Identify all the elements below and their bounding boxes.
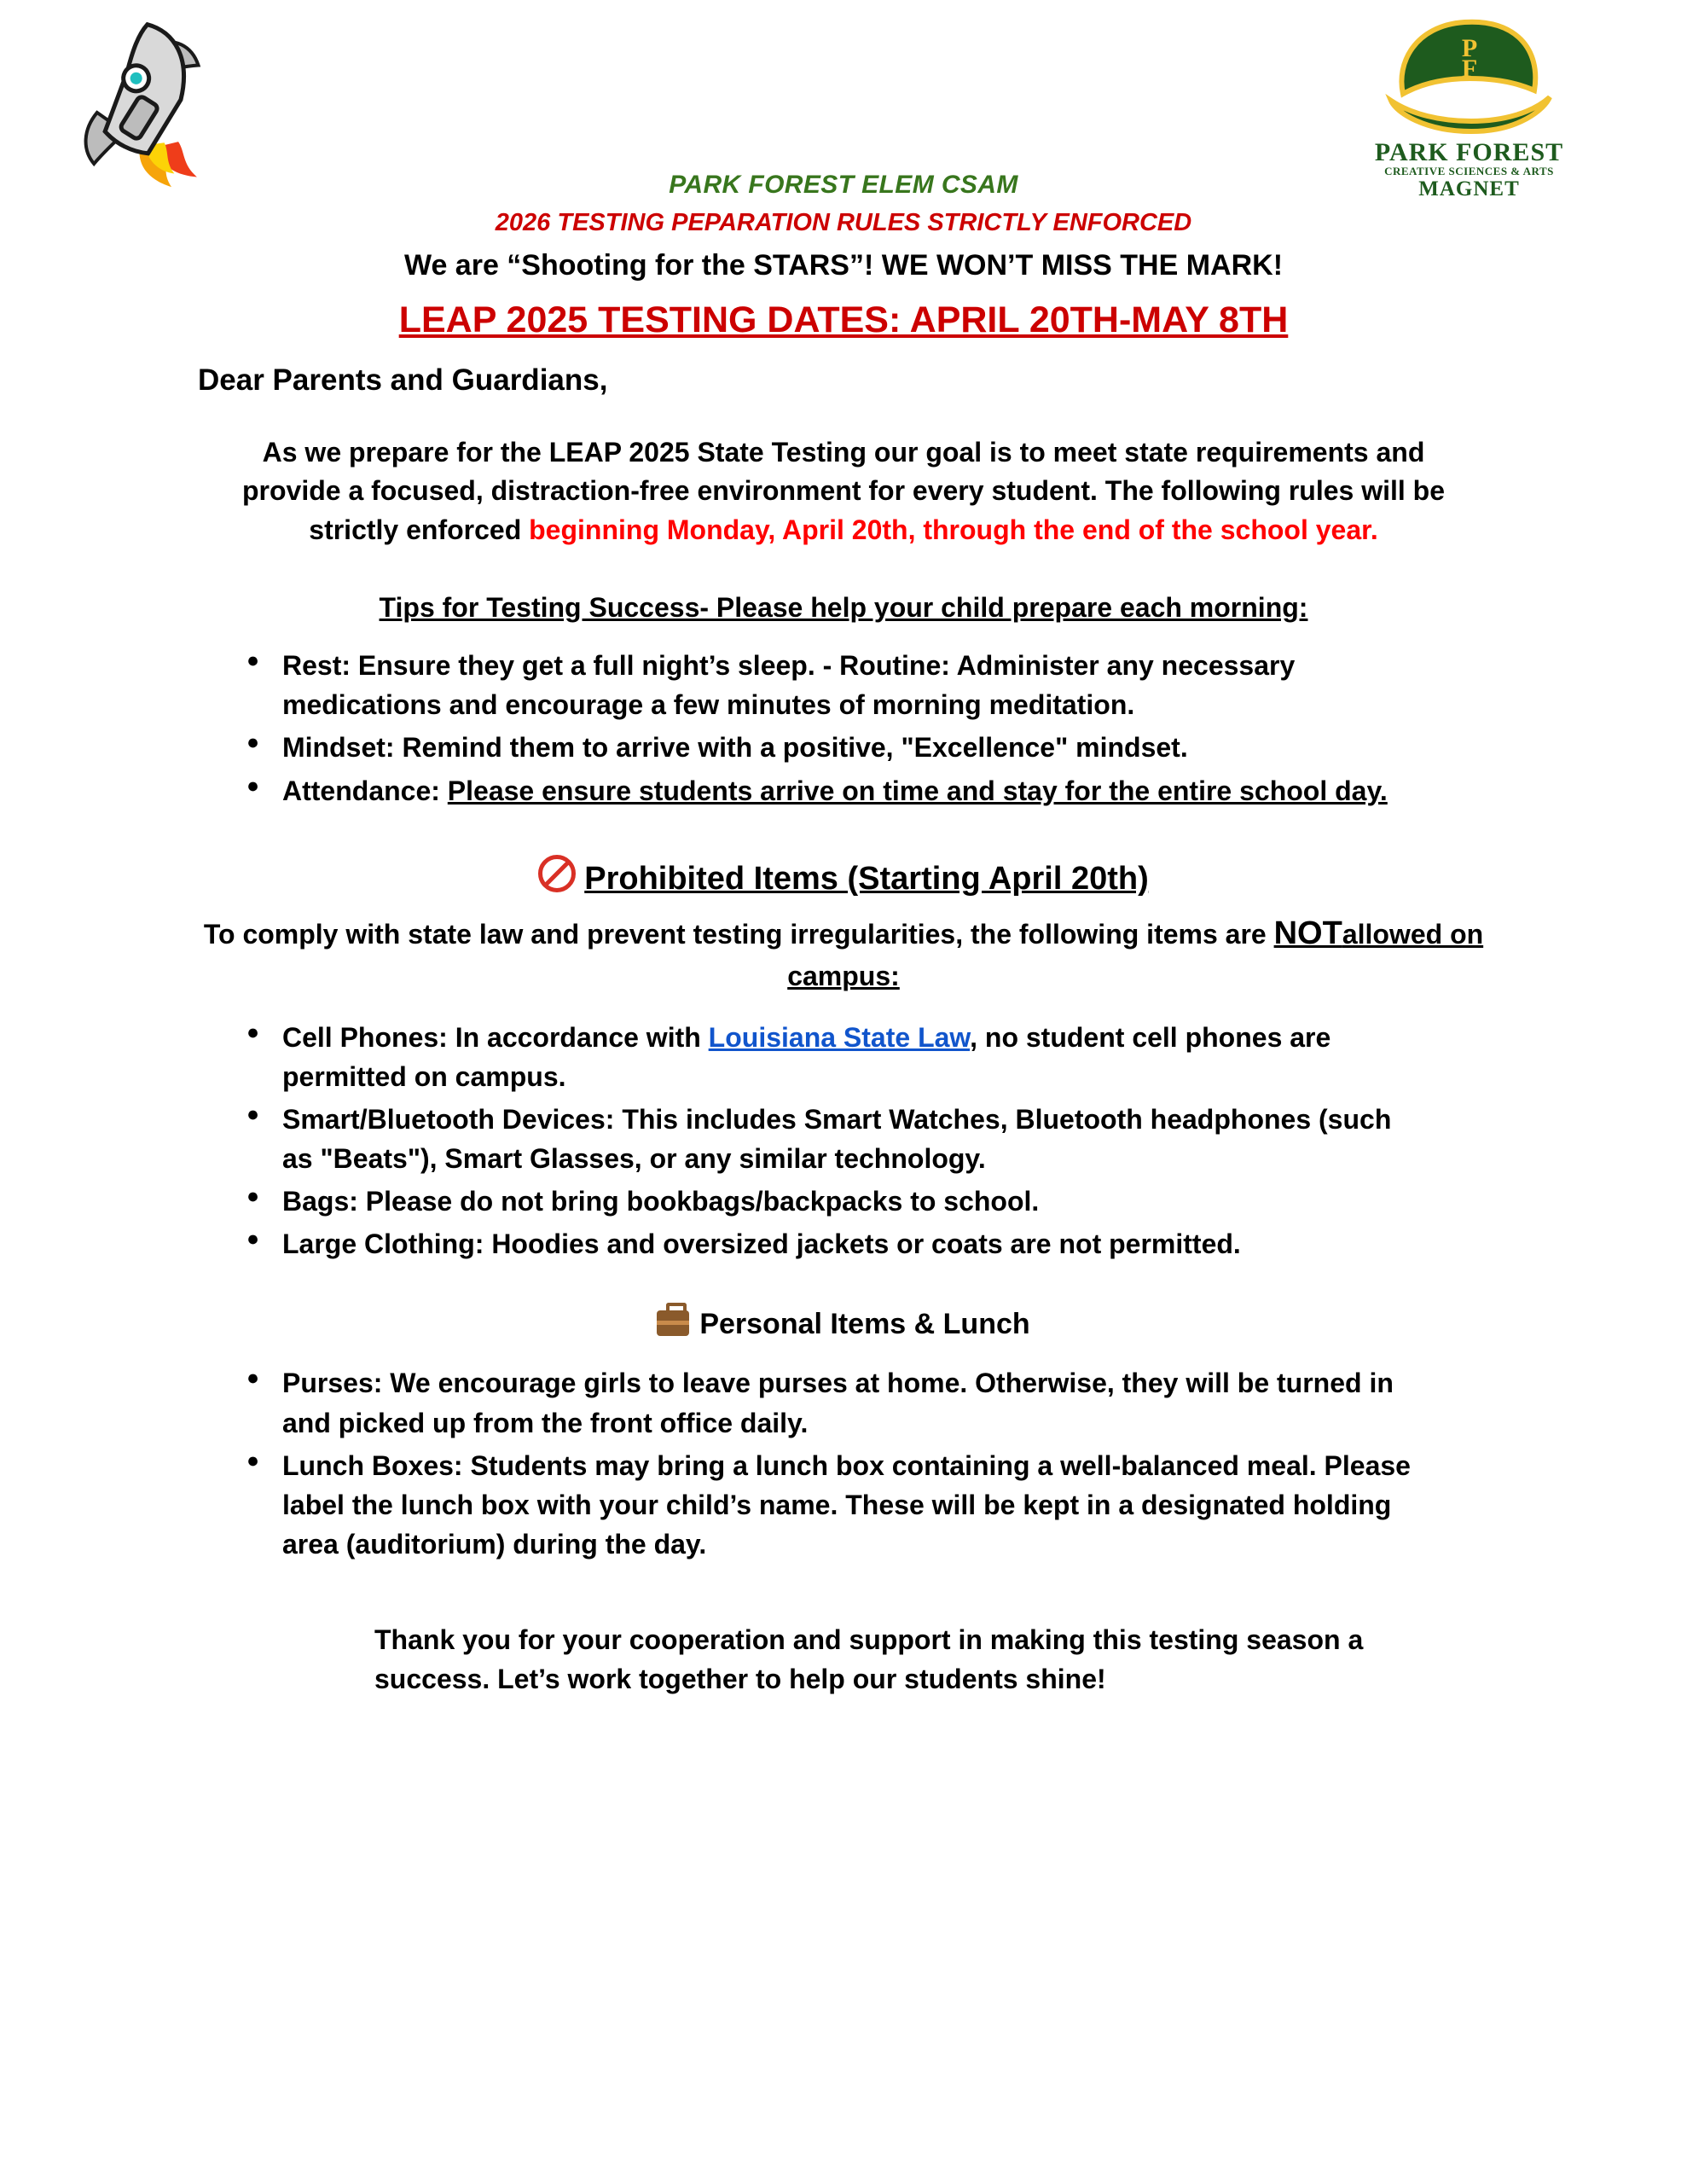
list-item bbox=[235, 1182, 1424, 1221]
list-item bbox=[235, 646, 1424, 724]
list-item bbox=[235, 728, 1424, 767]
school-name: PARK FOREST ELEM CSAM bbox=[669, 171, 1018, 199]
louisiana-state-law-link[interactable]: Louisiana State Law bbox=[708, 1022, 971, 1054]
testing-dates: LEAP 2025 TESTING DATES: APRIL 20TH-MAY 8TH bbox=[398, 299, 1289, 340]
logo-line-1: PARK FOREST bbox=[1374, 138, 1564, 166]
salutation: Dear Parents and Guardians, bbox=[198, 363, 608, 397]
tagline: We are “Shooting for the STARS”! WE WON’T MISS THE MARK! bbox=[403, 249, 1284, 282]
prohibited-text-before: Cell Phones: In accordance with bbox=[282, 1022, 709, 1054]
prohibited-text: Large Clothing: Hoodies and oversized jackets or coats are not permitted. bbox=[282, 1228, 1241, 1260]
tip-text: Attendance: bbox=[282, 775, 448, 806]
rules-subheading: 2026 TESTING PEPARATION RULES STRICTLY ENFORCED bbox=[495, 209, 1192, 236]
list-item bbox=[235, 1100, 1424, 1178]
logo-line-2: CREATIVE SCIENCES & ARTS bbox=[1384, 165, 1554, 177]
personal-items-heading bbox=[0, 1308, 1687, 1341]
logo-line-3: MAGNET bbox=[1418, 177, 1520, 201]
intro-paragraph bbox=[234, 433, 1453, 549]
prohibited-heading-text: Prohibited Items (Starting April 20th) bbox=[584, 860, 1149, 897]
prohibited-list bbox=[235, 1018, 1424, 1263]
briefcase-icon bbox=[657, 1310, 689, 1336]
prohibited-heading bbox=[0, 855, 1687, 897]
svg-text:P: P bbox=[1461, 34, 1478, 62]
personal-items-heading-text: Personal Items & Lunch bbox=[699, 1308, 1030, 1341]
closing-paragraph: Thank you for your cooperation and support in making this testing season a success. Let’s work together to help our students shine! bbox=[374, 1623, 1364, 1695]
list-item bbox=[235, 1363, 1424, 1442]
prohibited-text: Bags: Please do not bring bookbags/backpacks to school. bbox=[282, 1186, 1040, 1217]
list-item bbox=[235, 1446, 1424, 1564]
personal-item-text: Lunch Boxes: Students may bring a lunch box containing a well-balanced meal. Please label the lunch box with your child’s name. These will be kept in a designated holding area (auditorium) during the day. bbox=[282, 1449, 1411, 1560]
intro-text-part1: As we prepare for the LEAP 2025 State Testing our goal is to meet state requirements and provide a focused, distraction-free environment for every student. The following rules will be strictly enforced bbox=[241, 437, 1446, 545]
notice-text: To comply with state law and prevent testing irregularities, the following items are bbox=[203, 918, 1274, 950]
prohibited-sign-icon bbox=[538, 855, 576, 892]
tip-text: Mindset: Remind them to arrive with a positive, "Excellence" mindset. bbox=[282, 732, 1188, 764]
intro-text-red: beginning Monday, April 20th, through the end of the school year. bbox=[529, 514, 1378, 545]
svg-text:F: F bbox=[1461, 55, 1478, 83]
notice-allowed: allowed on campus: bbox=[787, 918, 1484, 991]
tips-heading: Tips for Testing Success- Please help your child prepare each morning: bbox=[379, 592, 1308, 624]
prohibited-text: Smart/Bluetooth Devices: This includes Smart Watches, Bluetooth headphones (such as "Beats"), Smart Glasses, or any similar technology. bbox=[282, 1104, 1392, 1175]
prohibited-notice bbox=[200, 911, 1487, 996]
tips-list bbox=[235, 646, 1424, 810]
list-item bbox=[235, 771, 1424, 810]
list-item bbox=[235, 1018, 1424, 1096]
tip-text: Rest: Ensure they get a full night’s sleep. - Routine: Administer any necessary medications and encourage a few minutes of morning meditation. bbox=[282, 650, 1296, 721]
list-item bbox=[235, 1224, 1424, 1263]
personal-items-list bbox=[235, 1363, 1424, 1563]
notice-not: NOT bbox=[1273, 915, 1342, 951]
prohibited-text-after: , no student cell phones are permitted on campus. bbox=[282, 1022, 1331, 1093]
personal-item-text: Purses: We encourage girls to leave purses at home. Otherwise, they will be turned in and picked up from the front office daily. bbox=[282, 1368, 1394, 1438]
tip-text-underlined: Please ensure students arrive on time and stay for the entire school day. bbox=[447, 775, 1388, 806]
